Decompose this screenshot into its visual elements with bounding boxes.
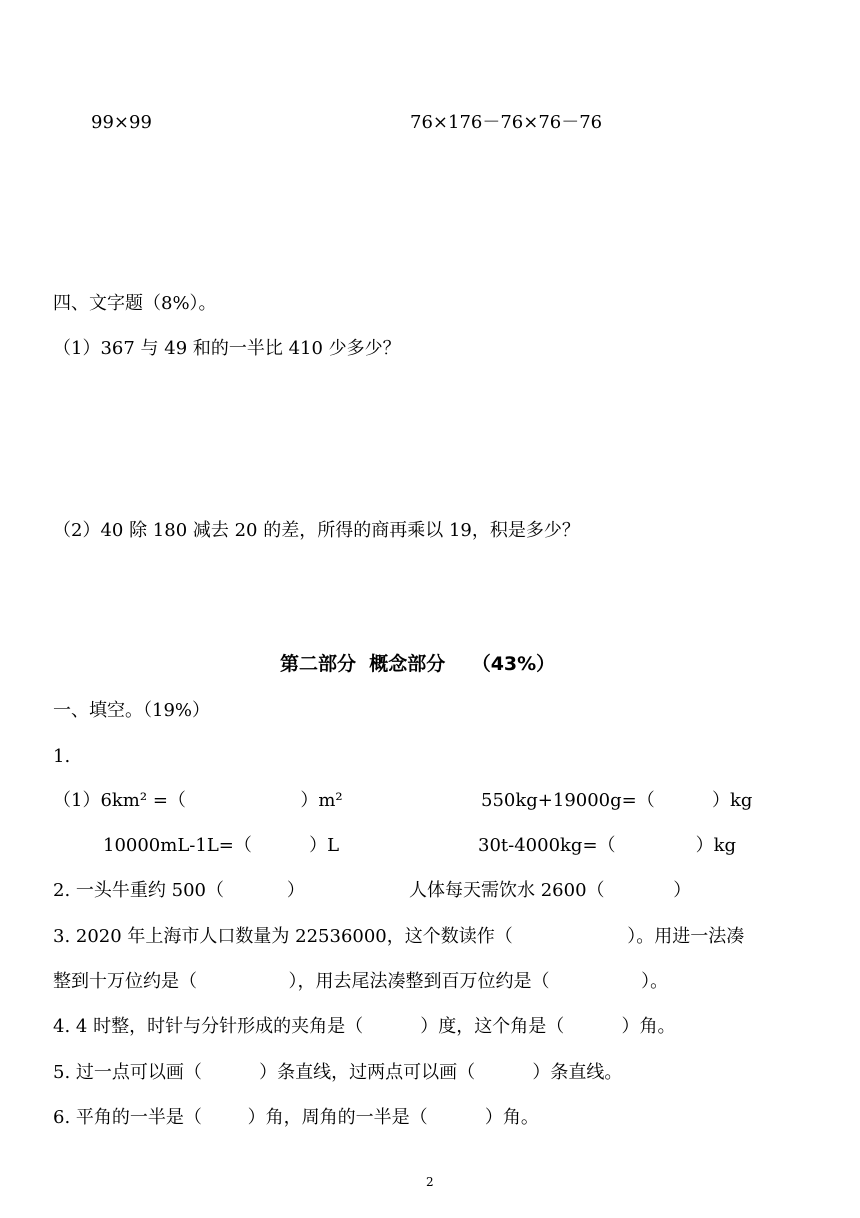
- calc-expression-1: 99×99: [91, 112, 152, 133]
- question-1a-right: 550kg+19000g=（ ）kg: [481, 790, 753, 811]
- fill-in-heading: 一、填空。（19%）: [53, 700, 211, 721]
- question-1-label: 1.: [53, 746, 71, 767]
- section-4-heading: 四、文字题（8%）。: [53, 293, 217, 314]
- word-problem-1: （1）367 与 49 和的一半比 410 少多少？: [53, 338, 401, 359]
- question-1b-left: 10000mL-1L=（ ）L: [103, 835, 340, 856]
- question-2-left: 2. 一头牛重约 500（ ）: [53, 880, 305, 901]
- calc-expression-2: 76×176－76×76－76: [410, 112, 603, 133]
- question-3-line-2: 整到十万位约是（ ），用去尾法凑整到百万位约是（ ）。: [53, 971, 669, 992]
- question-3-line-1: 3. 2020 年上海市人口数量为 22536000，这个数读作（ ）。用进一法凑: [53, 926, 745, 947]
- part-2-title: 第二部分 概念部分 （43%）: [280, 653, 556, 675]
- question-6: 6. 平角的一半是（ ）角，周角的一半是（ ）角。: [53, 1107, 539, 1128]
- question-1a-left: （1）6km² =（ ）m²: [53, 790, 343, 811]
- word-problem-2: （2）40 除 180 减去 20 的差，所得的商再乘以 19，积是多少？: [53, 520, 580, 541]
- question-1b-right: 30t-4000kg=（ ）kg: [478, 835, 737, 856]
- question-5: 5. 过一点可以画（ ）条直线，过两点可以画（ ）条直线。: [53, 1062, 623, 1083]
- question-4: 4. 4 时整，时针与分针形成的夹角是（ ）度，这个角是（ ）角。: [53, 1016, 676, 1037]
- question-2-right: 人体每天需饮水 2600（ ）: [409, 880, 692, 901]
- page-number: 2: [426, 1175, 434, 1189]
